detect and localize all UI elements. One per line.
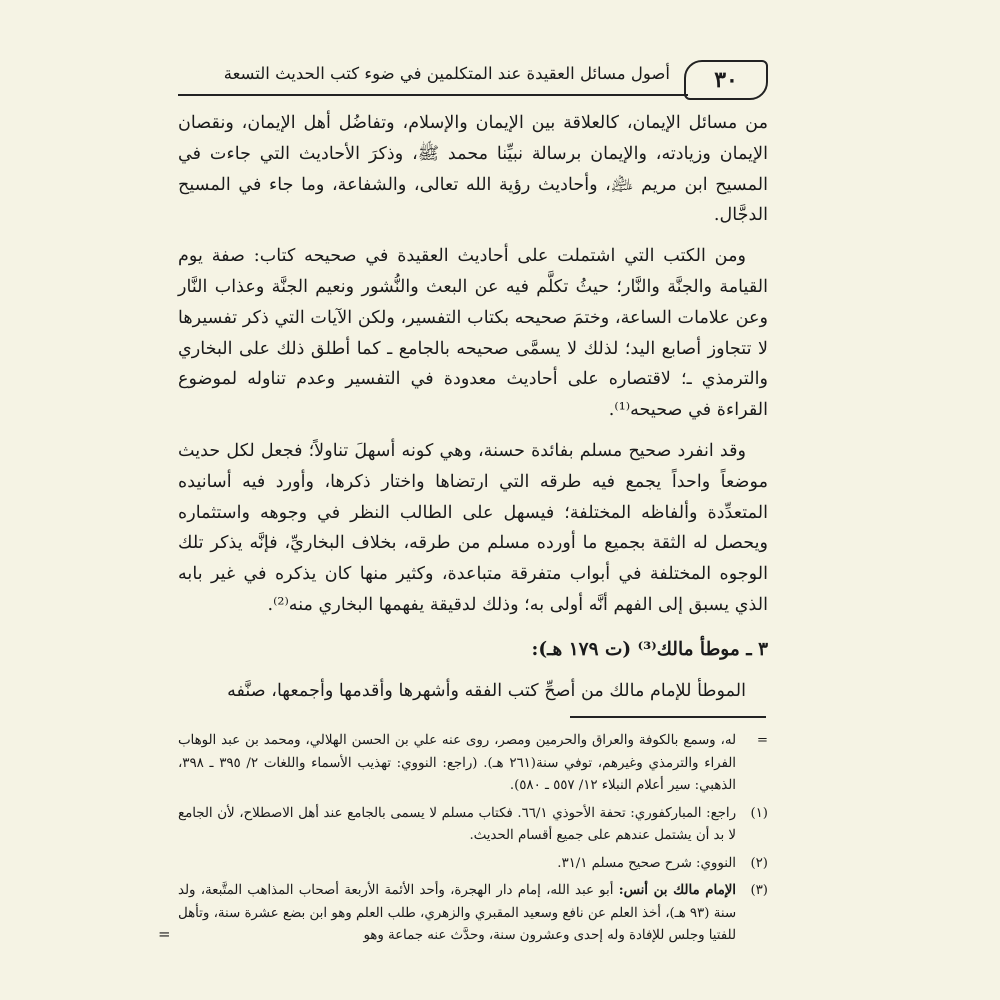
header-rule [178,94,688,96]
footnote-1 [178,803,768,848]
footnote-3 [158,880,768,948]
paragraph-2: ومن الكتب التي اشتملت على أحاديث العقيدة في صحيحه كتاب: صفة يوم القيامة والجنَّة والنَّار؛ حيثُ تكلَّم فيه عن البعث والنُّشور ونعيم الجنَّة وعذاب النَّار وعن علامات الساعة، وختمَ صحيحه بكتاب التفسير، ولكن الآيات التي ذكر تفسيرها لا تتجاوز أصابع اليد؛ لذلك لا يسمَّى صحيحه بالجامع ـ كما أطلق ذلك على البخاري والترمذي ـ؛ لاقتصاره على أحاديث معدودة في التفسير وعدم تناوله لموضوع القراءة في صحيحه⁽¹⁾. [178,246,768,421]
body-text [178,108,768,706]
footnote-3-title: الإمام مالك بن أنس: [618,883,736,898]
footnote-2 [178,853,768,876]
footnote-marker: (٣) [750,883,768,898]
continuation-marker: = [158,925,171,943]
page-number [684,60,768,100]
section-heading: ٣ ـ موطأ مالك⁽³⁾ (ت ١٧٩ هـ): [531,638,768,660]
footnote-rule [570,716,766,718]
paragraph-4: الموطأ للإمام مالك من أصحِّ كتب الفقه وأشهرها وأقدمها وأجمعها، صنَّفه [227,680,746,701]
footnote-text: راجع: المباركفوري: تحفة الأحوذي ٦٦/١. فكتاب مسلم لا يسمى بالجامع عند أهل الاصطلاح، لأن الجامع لا بد أن يشتمل عندهم على جميع أقسام الحديث. [178,805,736,843]
footnote-text: له، وسمع بالكوفة والعراق والحرمين ومصر، روى عنه علي بن الحسن الهلالي، ومحمد بن عبد الوهاب الفراء والترمذي وغيرهم، توفي سنة(٢٦١ هـ). (راجع: النووي: تهذيب الأسماء واللغات ٢/ ٣٩٥ ـ ٣٩٨، الذهبي: سير أعلام النبلاء ١٢/ ٥٥٧ ـ ٥٨٠). [178,733,736,793]
footnote-text [158,880,736,948]
footnote-continued [178,730,768,798]
paragraph-3: وقد انفرد صحيح مسلم بفائدة حسنة، وهي كونه أسهلَ تناولاً؛ فجعل لكل حديث موضعاً واحداً يجمع فيه طرقه التي ارتضاها واختار ذكرها، وأورد فيه أسانيده المتعدِّدة وألفاظه المختلفة؛ فيسهل على الطالب النظر في وجوهه واستثماره ويحصل له الثقة بجميع ما أورده مسلم من طرقه، بخلاف البخاريِّ، فإنَّه يذكر تلك الوجوه المختلفة في أبواب متفرقة متباعدة، وكثير منها كان يذكره في غير بابه الذي يسبق إلى الفهم أنَّه أولى به؛ وذلك لدقيقة يفهمها البخاري منه⁽²⁾. [178,440,768,615]
page-header [178,60,768,100]
footnote-marker: (٢) [750,855,768,871]
footnote-text: النووي: شرح صحيح مسلم ٣١/١. [557,855,736,871]
footnote-3-body: أبو عبد الله، إمام دار الهجرة، وأحد الأئمة الأربعة أصحاب المذاهب المتَّبعة، ولد سنة (٩٣ هـ)، أخذ العلم عن نافع وسعيد المقبري والزهري، طلب العلم وهو ابن بضع عشرة سنة، وتأهل للفتيا وجلس للإفادة وله إحدى وعشرون سنة، وحدَّث عنه جماعة وهو [178,883,736,943]
paragraph-1: من مسائل الإيمان، كالعلاقة بين الإيمان والإسلام، وتفاضُل أهل الإيمان، ونقصان الإيمان وزيادته، والإيمان برسالة نبيِّنا محمد ﷺ، وذكرَ الأحاديث التي جاءت في المسيح ابن مريم ﵇، وأحاديث رؤية الله تعالى، والشفاعة، وما جاء في المسيح الدجَّال. [178,113,768,226]
footnote-marker: (١) [750,805,768,821]
running-title: أصول مسائل العقيدة عند المتكلمين في ضوء كتب الحديث التسعة [223,64,670,83]
footnotes [158,730,768,953]
footnote-marker: = [756,733,768,748]
page-number-text: ٣٠ [714,67,738,93]
